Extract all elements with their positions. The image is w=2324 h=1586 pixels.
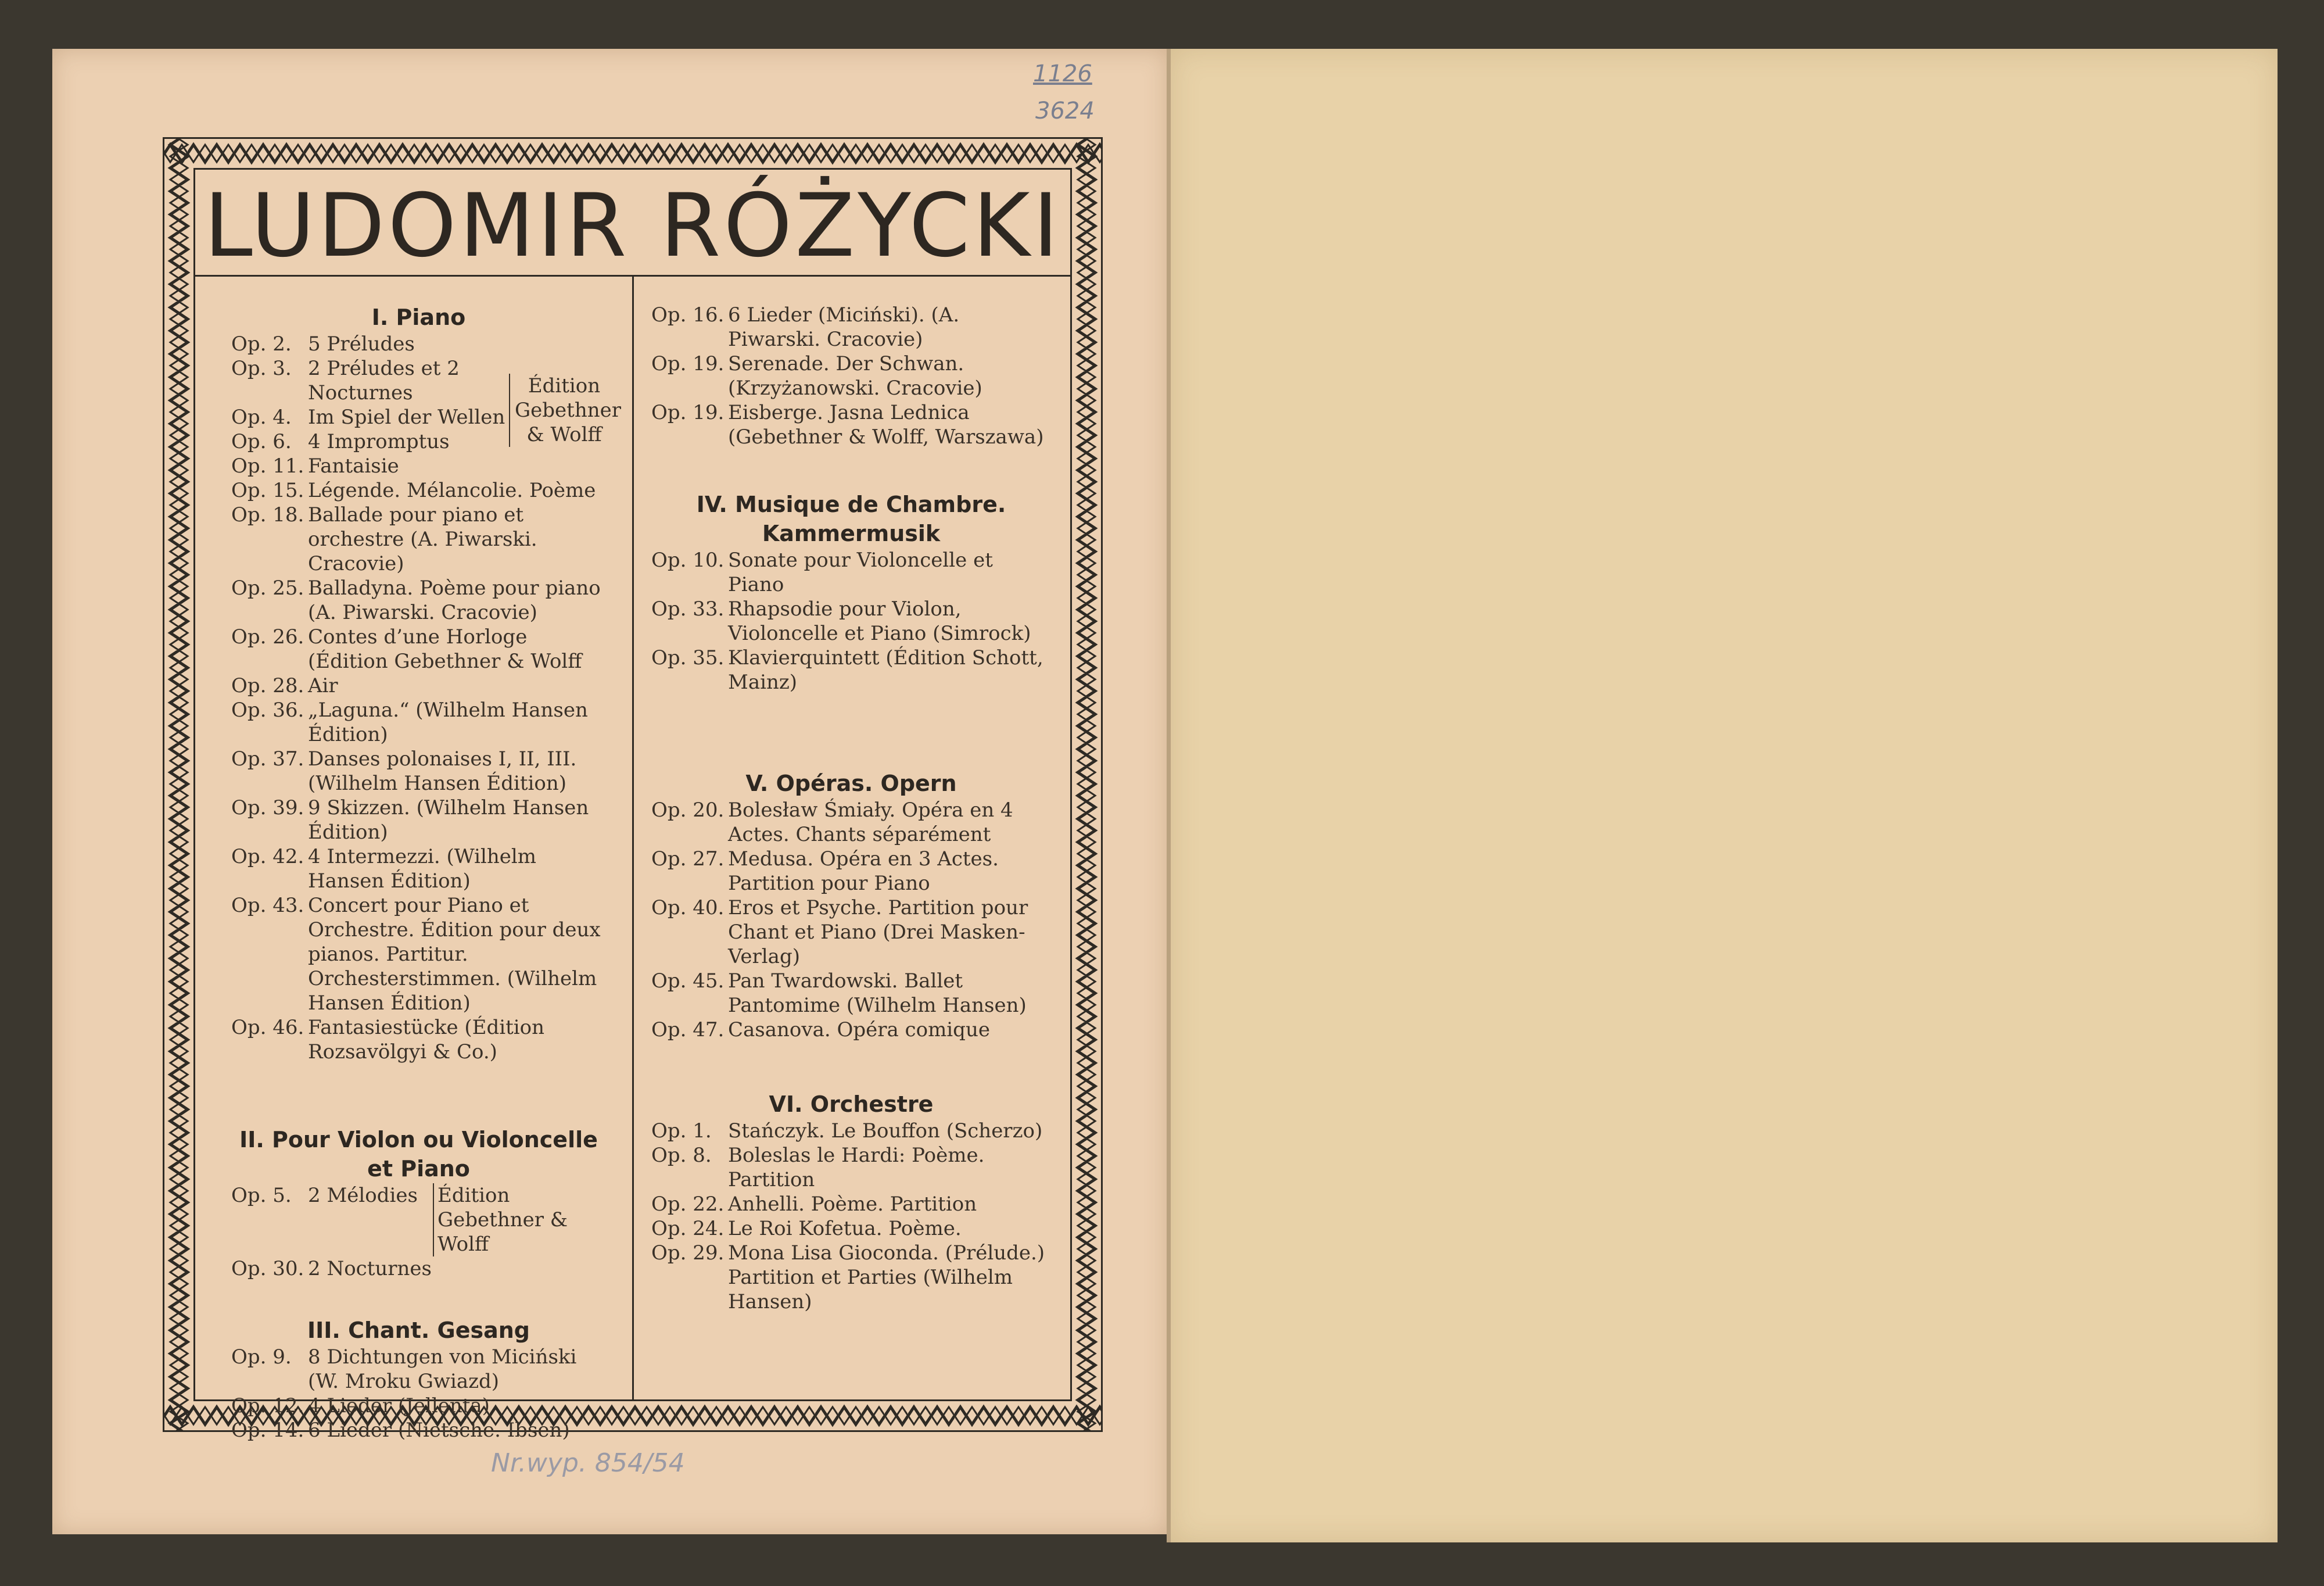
publisher-bracket-note: Édition Gebethner & Wolff (509, 374, 614, 447)
inventory-note: Nr.wyp. 854/54 (491, 1448, 685, 1478)
list-item: Op. 28. Air (231, 674, 338, 697)
section-heading-chamber: IV. Musique de Chambre. Kammermusik (696, 492, 1006, 546)
list-item: Op. 40. Eros et Psyche. Partition pour Chant et Piano (Drei Masken-Verlag) (651, 896, 1028, 968)
list-item: Op. 10. Sonate pour Violoncelle et Piano (651, 549, 993, 596)
column-divider (632, 277, 634, 1401)
list-item: Op. 6. 4 Impromptus (231, 430, 450, 453)
list-item: Op. 3. 2 Préludes et 2 Nocturnes (231, 357, 460, 404)
list-item: Op. 14. 6 Lieder (Nietsche. Ibsen) (231, 1419, 570, 1442)
list-item: Op. 16. 6 Lieder (Miciński). (A. Piwarski. Cracovie) (651, 303, 960, 351)
list-item: Op. 39. 9 Skizzen. (Wilhelm Hansen Édition) (231, 796, 589, 844)
list-item: Op. 11. Fantaisie (231, 454, 399, 478)
list-item: Op. 45. Pan Twardowski. Ballet Pantomime (Wilhelm Hansen) (651, 969, 1027, 1017)
shelf-mark-note: 3624 (1035, 98, 1095, 124)
right-page (1171, 49, 2278, 1542)
list-item: Op. 42. 4 Intermezzi. (Wilhelm Hansen Édition) (231, 845, 536, 893)
list-item: Op. 1. Stańczyk. Le Bouffon (Scherzo) (651, 1119, 1043, 1143)
list-item: Op. 47. Casanova. Opéra comique (651, 1018, 990, 1041)
composer-title: LUDOMIR RÓŻYCKI (204, 176, 1061, 277)
list-item: Op. 20. Bolesław Śmiały. Opéra en 4 Actes. Chants séparément (651, 799, 1013, 846)
list-item: Op. 19. Serenade. Der Schwan. (Krzyżanowski. Cracovie) (651, 352, 982, 400)
list-item: Op. 29. Mona Lisa Gioconda. (Prélude.) Partition et Parties (Wilhelm Hansen) (651, 1241, 1045, 1313)
ornament-border-right (1072, 139, 1101, 1430)
ornament-border-left (164, 139, 193, 1430)
list-item: Op. 15. Légende. Mélancolie. Poème (231, 479, 596, 502)
list-item: Op. 9. 8 Dichtungen von Miciński (W. Mroku Gwiazd) (231, 1345, 577, 1393)
list-item: Op. 36. „Laguna.“ (Wilhelm Hansen Édition) (231, 699, 588, 746)
list-item: Op. 27. Medusa. Opéra en 3 Actes. Partition pour Piano (651, 847, 999, 895)
section-heading-operas: V. Opéras. Opern (745, 771, 957, 796)
list-item: Op. 18. Ballade pour piano et orchestre (A. Piwarski. Cracovie) (231, 503, 537, 575)
list-item: Op. 26. Contes d’une Horloge (Édition Gebethner & Wolff (231, 625, 582, 673)
section-heading-violin: II. Pour Violon ou Violoncelle et Piano (239, 1127, 598, 1182)
section-heading-song: III. Chant. Gesang (307, 1318, 530, 1343)
violin-publisher-note: Édition Gebethner & Wolff (433, 1183, 606, 1256)
right-column (651, 303, 1051, 1314)
list-item: Op. 22. Anhelli. Poème. Partition (651, 1193, 977, 1216)
catalog-frame (163, 137, 1103, 1442)
list-item: Op. 30. 2 Nocturnes (231, 1257, 432, 1280)
catalog-number-note: 1126 (1033, 60, 1092, 87)
list-item: Op. 25. Balladyna. Poème pour piano (A. Piwarski. Cracovie) (231, 577, 601, 624)
list-item: Op. 2. 5 Préludes (231, 332, 415, 356)
list-item: Op. 46. Fantasiestücke (Édition Rozsavölgyi & Co.) (231, 1016, 545, 1064)
list-item: Op. 33. Rhapsodie pour Violon, Violoncelle et Piano (Simrock) (651, 597, 1031, 645)
list-item: Op. 24. Le Roi Kofetua. Poème. (651, 1217, 962, 1240)
ornament-border-top (164, 139, 1101, 168)
list-item: Op. 35. Klavierquintett (Édition Schott, Mainz) (651, 646, 1043, 694)
list-item: Op. 5. 2 Mélodies Édition Gebethner & Wolff (231, 1183, 606, 1256)
list-item: Op. 8. Boleslas le Hardi: Poème. Partition (651, 1144, 985, 1191)
list-item: Op. 43. Concert pour Piano et Orchestre. Édition pour deux pianos. Partitur. Orchesterstimmen. (Wilhelm Hansen Édition) (231, 894, 601, 1015)
list-item: Op. 4. Im Spiel der Wellen (231, 406, 505, 429)
list-item: Op. 12. 4 Lieder (Jellenta) (231, 1394, 490, 1417)
section-heading-piano: I. Piano (371, 305, 466, 330)
list-item: Op. 19. Eisberge. Jasna Lednica (Gebethner & Wolff, Warszawa) (651, 401, 1044, 449)
list-item: Op. 37. Danses polonaises I, II, III. (Wilhelm Hansen Édition) (231, 747, 577, 795)
section-heading-orchestra: VI. Orchestre (769, 1091, 934, 1117)
left-column (231, 303, 621, 1442)
piano-bracketed-group (231, 332, 621, 478)
